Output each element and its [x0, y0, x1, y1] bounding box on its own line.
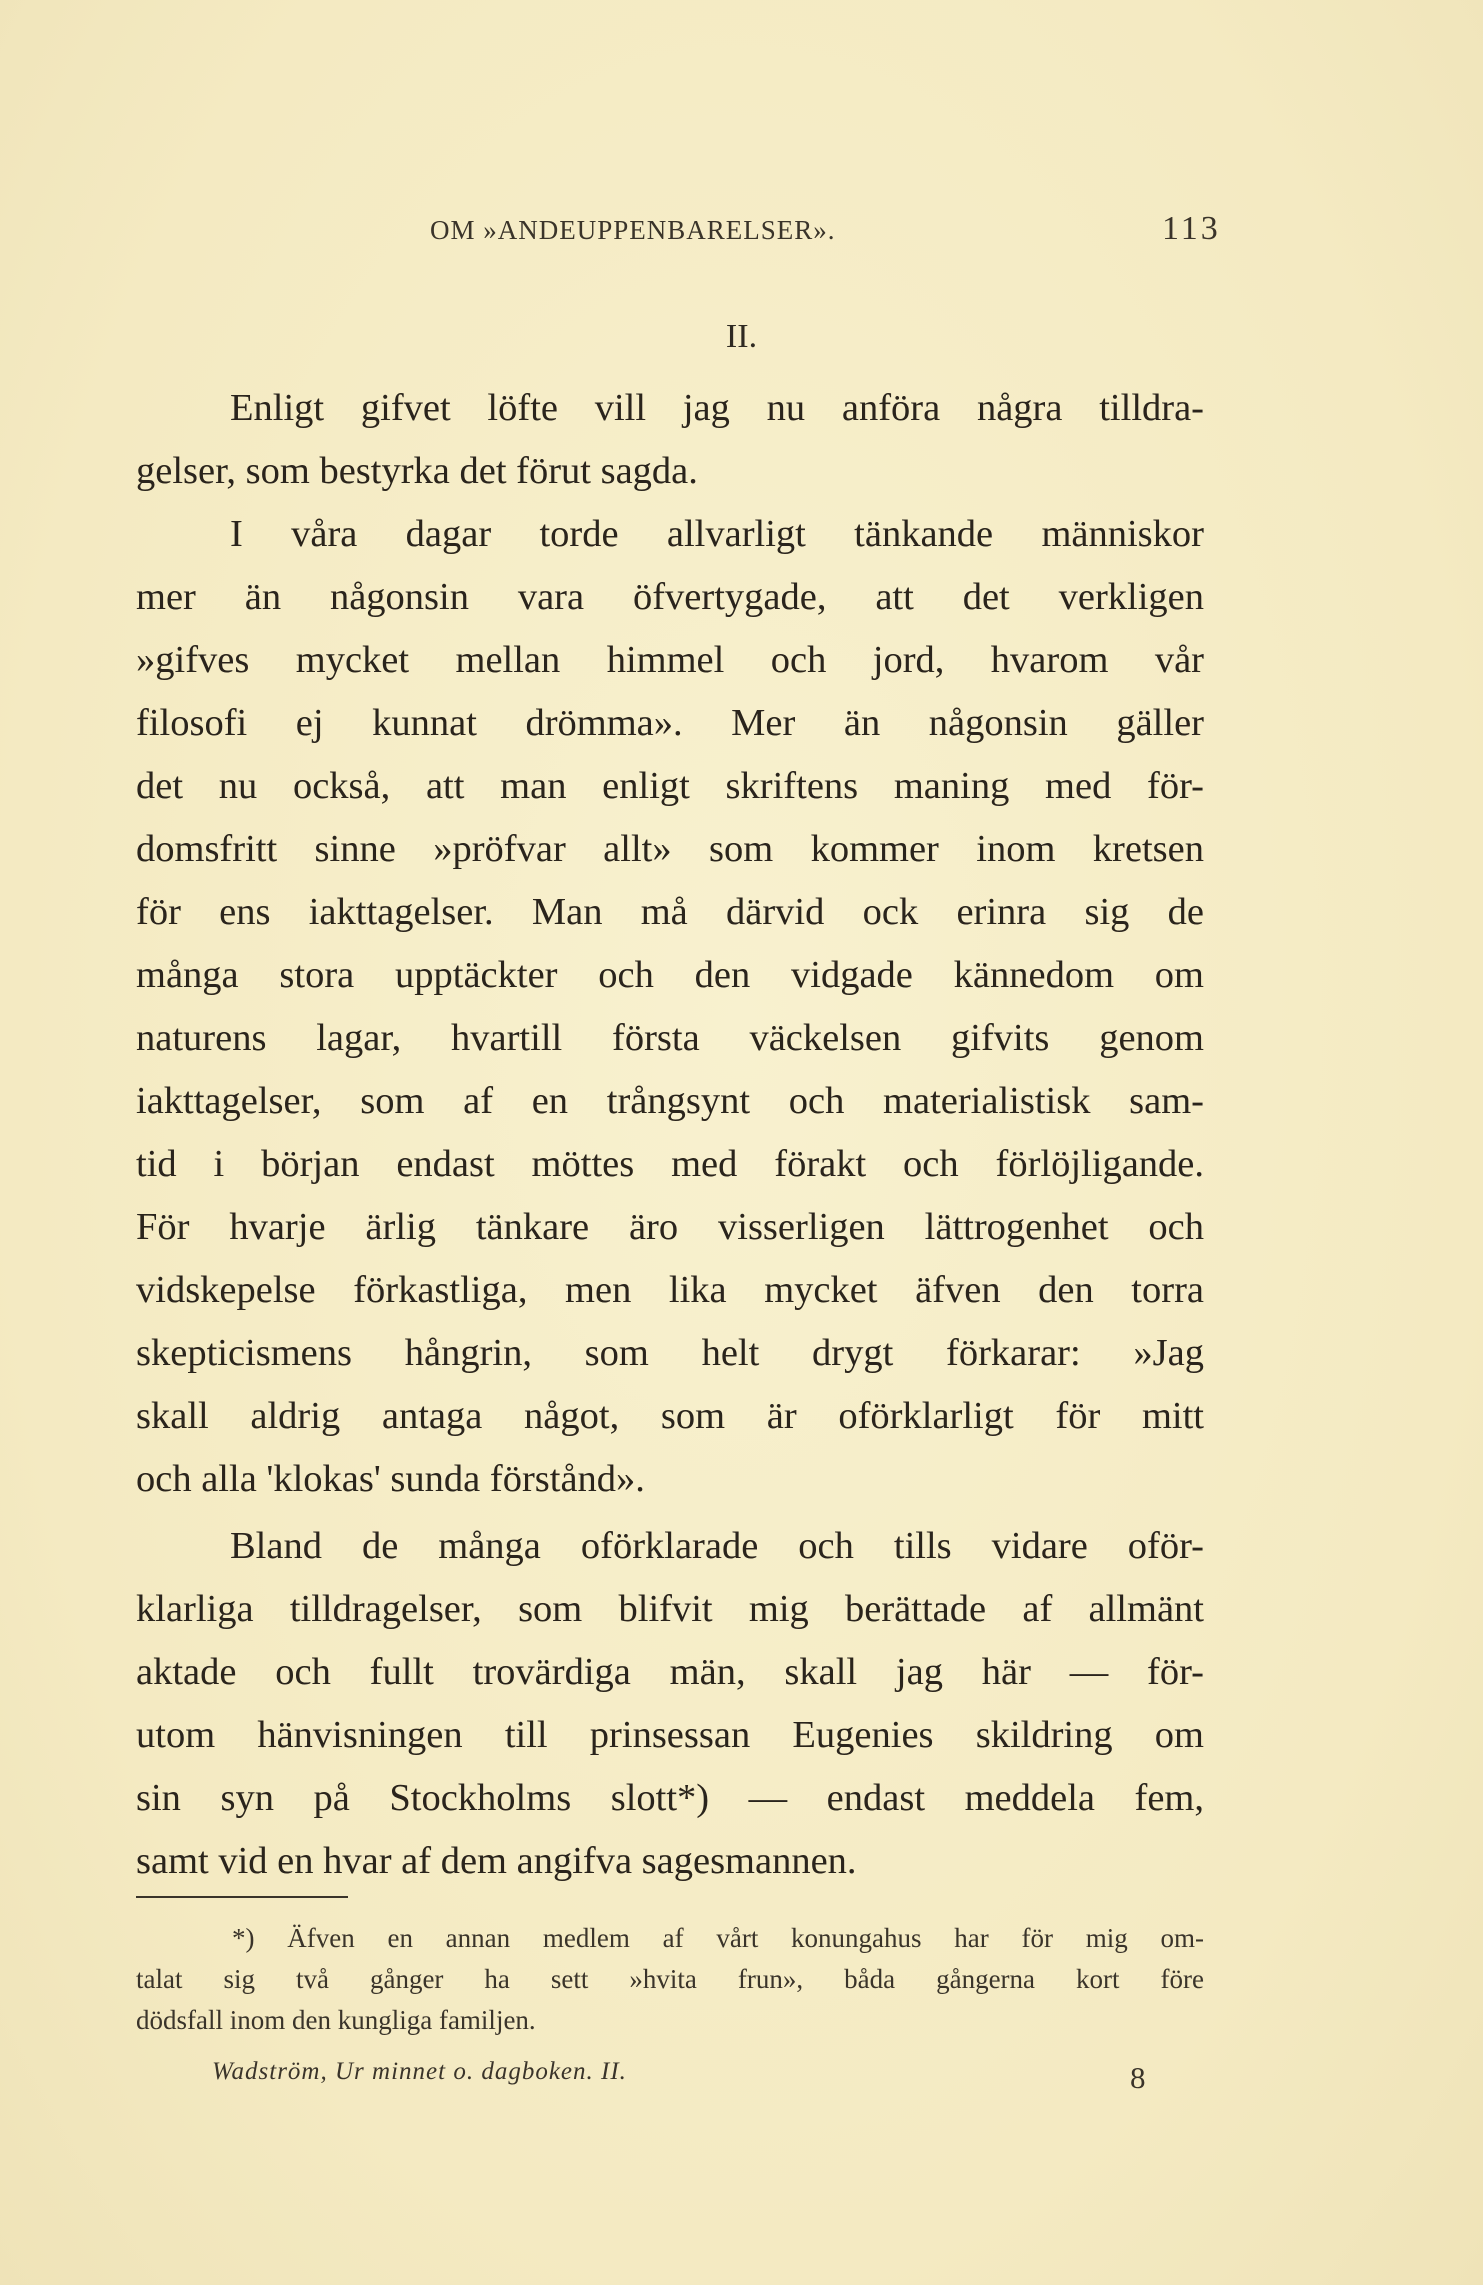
footnote-line: talat sig två gånger ha sett »hvita frun», båda gångerna kort före: [136, 1964, 1204, 1994]
sheet-number: 8: [1130, 2060, 1146, 2095]
text-line: klarliga tilldragelser, som blifvit mig berättade af allmänt: [136, 1588, 1204, 1630]
footnote-rule: [136, 1896, 348, 1898]
text-line: och alla 'klokas' sunda förstånd».: [136, 1458, 645, 1500]
text-line: vidskepelse förkastliga, men lika mycket äfven den torra: [136, 1269, 1204, 1311]
text-line: Bland de många oförklarade och tills vidare oför-: [230, 1525, 1204, 1567]
text-line: många stora upptäckter och den vidgade kännedom om: [136, 954, 1204, 996]
body-text: [136, 377, 1204, 1893]
text-line: iakttagelser, som af en trångsynt och materialistisk sam-: [136, 1080, 1204, 1122]
footnote-line: *) Äfven en annan medlem af vårt konungahus har för mig om-: [232, 1923, 1204, 1953]
text-line: skepticismens hångrin, som helt drygt förkarar: »Jag: [136, 1332, 1204, 1374]
text-line: tid i början endast möttes med förakt och förlöjligande.: [136, 1143, 1204, 1185]
footnote-line: dödsfall inom den kungliga familjen.: [136, 2005, 536, 2035]
text-line: naturens lagar, hvartill första väckelsen gifvits genom: [136, 1017, 1204, 1059]
footnote: [136, 1918, 1204, 2041]
text-line: det nu också, att man enligt skriftens maning med för-: [136, 765, 1204, 807]
section-number: II.: [725, 318, 758, 355]
printer-signature: Wadström, Ur minnet o. dagboken. II.: [212, 2058, 627, 2085]
text-line: aktade och fullt trovärdiga män, skall jag här — för-: [136, 1651, 1204, 1693]
text-line: För hvarje ärlig tänkare äro visserligen lättrogenhet och: [136, 1206, 1204, 1248]
running-head-title: OM »ANDEUPPENBARELSER».: [430, 215, 836, 245]
page-number: 113: [1162, 210, 1221, 247]
text-line: utom hänvisningen till prinsessan Eugenies skildring om: [136, 1714, 1204, 1756]
text-line: filosofi ej kunnat drömma». Mer än någonsin gäller: [136, 702, 1204, 744]
text-line: mer än någonsin vara öfvertygade, att det verkligen: [136, 576, 1204, 618]
text-line: Enligt gifvet löfte vill jag nu anföra några tilldra-: [230, 387, 1204, 429]
text-line: gelser, som bestyrka det förut sagda.: [136, 450, 698, 492]
text-line: sin syn på Stockholms slott*) — endast meddela fem,: [136, 1777, 1204, 1819]
text-line: domsfritt sinne »pröfvar allt» som kommer inom kretsen: [136, 828, 1204, 870]
text-line: I våra dagar torde allvarligt tänkande människor: [230, 513, 1204, 555]
text-line: skall aldrig antaga något, som är oförklarligt för mitt: [136, 1395, 1204, 1437]
text-line: för ens iakttagelser. Man må därvid ock erinra sig de: [136, 891, 1204, 933]
text-line: »gifves mycket mellan himmel och jord, hvarom vår: [136, 639, 1204, 681]
text-line: samt vid en hvar af dem angifva sagesmannen.: [136, 1840, 857, 1882]
